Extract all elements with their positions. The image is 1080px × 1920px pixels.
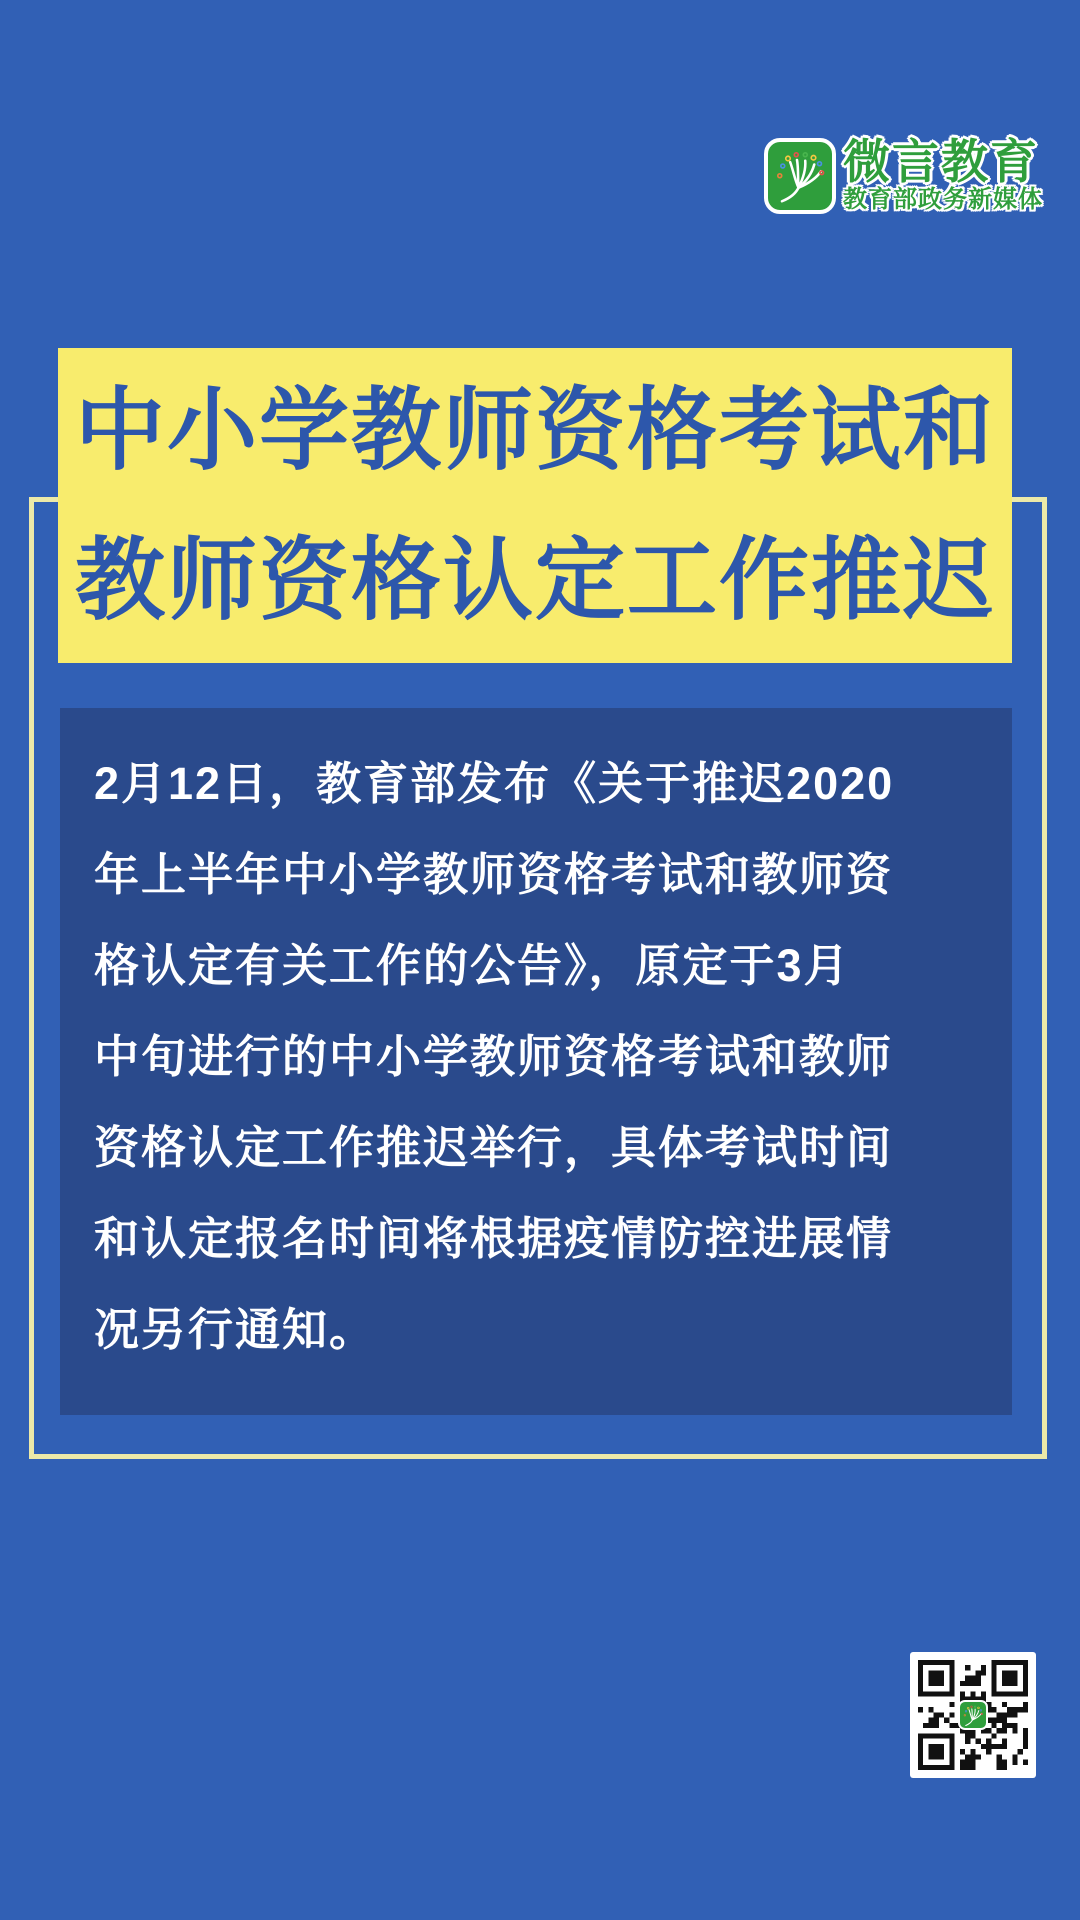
dandelion-icon-glyph bbox=[773, 148, 827, 205]
announcement-line: 2月12日，教育部发布《关于推迟2020 bbox=[94, 758, 895, 809]
headline-line-1: 中小学教师资格考试和 bbox=[75, 380, 995, 481]
announcement-box bbox=[60, 708, 1012, 1415]
announcement-line: 格认定有关工作的公告》，原定于3月 bbox=[94, 940, 851, 991]
announcement-line: 年上半年中小学教师资格考试和教师资 bbox=[94, 849, 894, 900]
brand-logo bbox=[764, 135, 1043, 214]
announcement-line: 资格认定工作推迟举行，具体考试时间 bbox=[94, 1122, 894, 1173]
announcement-line: 况另行通知。 bbox=[94, 1304, 377, 1355]
headline-line-2: 教师资格认定工作推迟 bbox=[75, 530, 995, 631]
brand-name: 微言教育 bbox=[843, 135, 1039, 188]
qr-center-dandelion-icon bbox=[958, 1700, 988, 1730]
qr-code bbox=[910, 1652, 1036, 1778]
announcement-line: 和认定报名时间将根据疫情防控进展情 bbox=[94, 1213, 894, 1264]
announcement-line: 中旬进行的中小学教师资格考试和教师 bbox=[94, 1031, 894, 1082]
brand-text bbox=[843, 135, 1043, 213]
dandelion-icon bbox=[764, 138, 836, 214]
headline-banner bbox=[58, 348, 1012, 663]
brand-subtitle: 教育部政务新媒体 bbox=[843, 186, 1043, 213]
dandelion-icon-glyph bbox=[962, 1704, 984, 1727]
